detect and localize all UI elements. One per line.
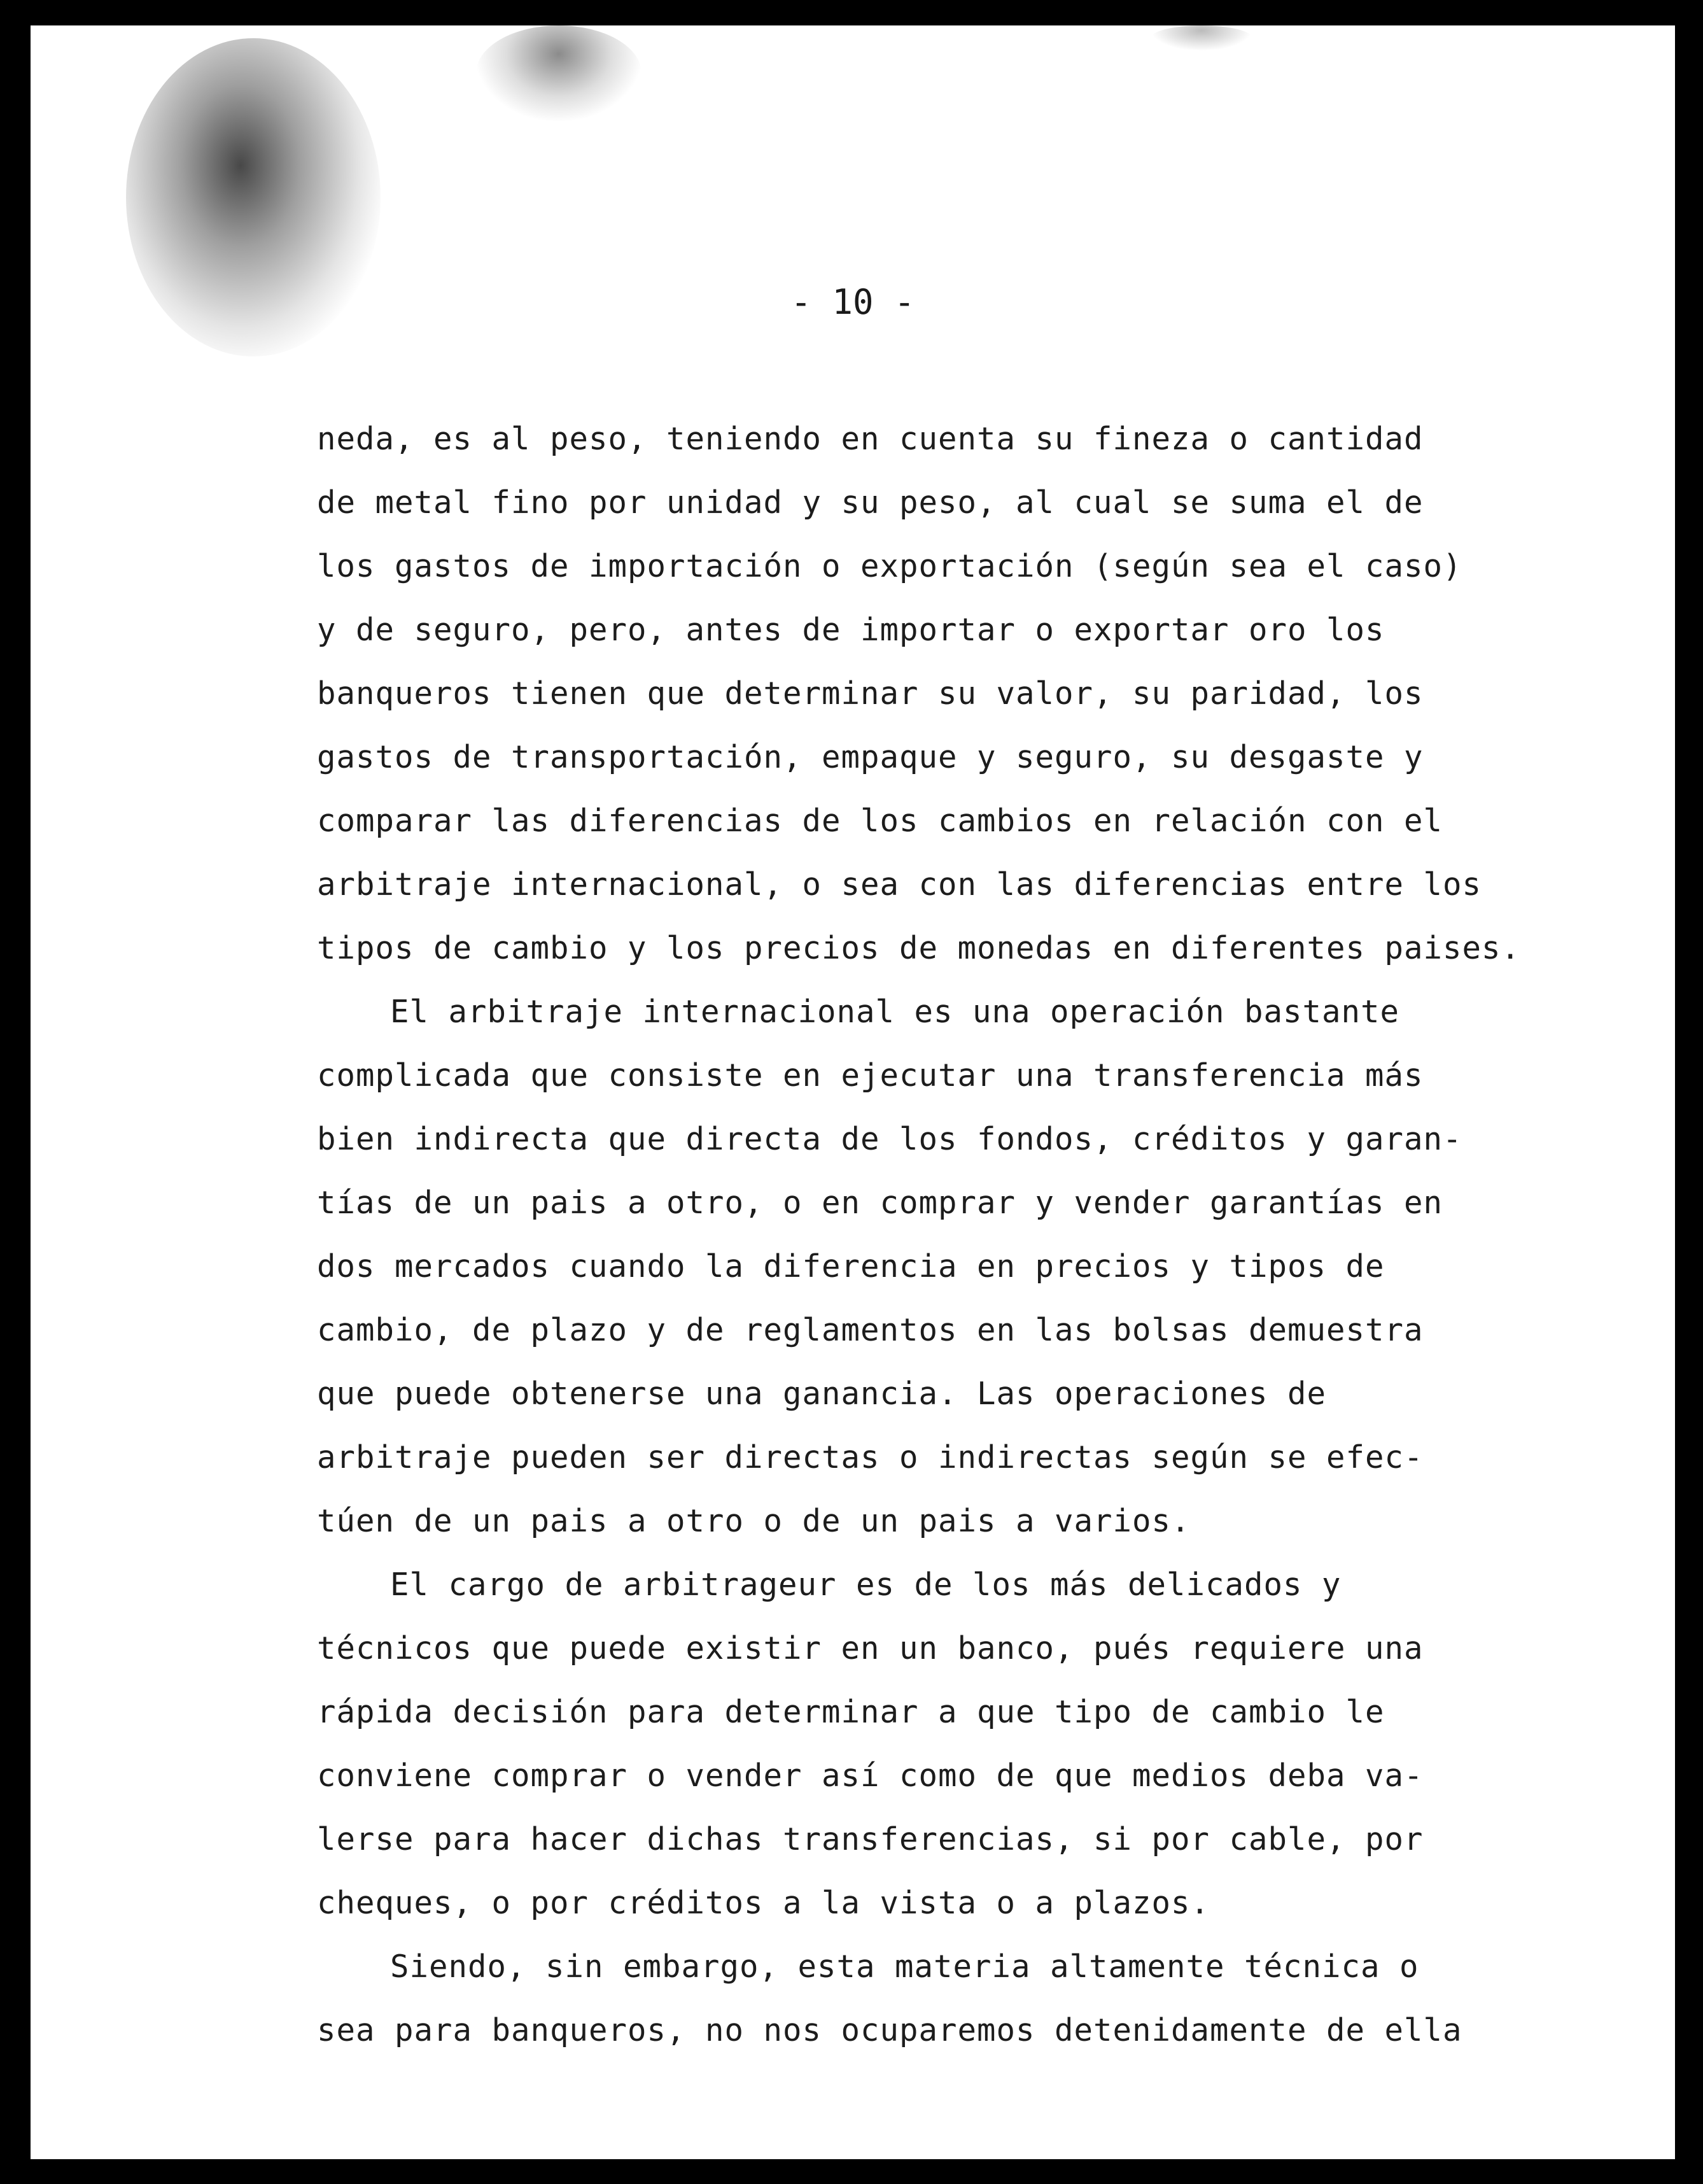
text-line: de metal fino por unidad y su peso, al cual se suma el de — [317, 484, 1424, 521]
text-line: tipos de cambio y los precios de monedas en diferentes paises. — [317, 930, 1521, 966]
page-number: - 10 - — [790, 282, 915, 322]
text-line: arbitraje internacional, o sea con las diferencias entre los — [317, 866, 1482, 903]
text-line: El cargo de arbitrageur es de los más delicados y — [390, 1567, 1342, 1603]
text-line: cambio, de plazo y de reglamentos en las bolsas demuestra — [317, 1312, 1424, 1348]
text-line: cheques, o por créditos a la vista o a plazos. — [317, 1885, 1210, 1921]
text-line: complicada que consiste en ejecutar una transferencia más — [317, 1057, 1424, 1094]
text-line: y de seguro, pero, antes de importar o exportar oro los — [317, 612, 1385, 648]
text-line: los gastos de importación o exportación (según sea el caso) — [317, 548, 1462, 584]
text-line: arbitraje pueden ser directas o indirectas según se efec- — [317, 1439, 1424, 1476]
text-line: que puede obtenerse una ganancia. Las operaciones de — [317, 1376, 1327, 1412]
text-line: tías de un pais a otro, o en comprar y vender garantías en — [317, 1185, 1443, 1221]
ink-stain — [1151, 25, 1252, 51]
text-line: lerse para hacer dichas transferencias, si por cable, por — [317, 1821, 1424, 1857]
body-text — [317, 407, 1558, 2062]
text-line: Siendo, sin embargo, esta materia altamente técnica o — [390, 1948, 1419, 1985]
text-line: dos mercados cuando la diferencia en precios y tipos de — [317, 1248, 1385, 1285]
text-line: túen de un pais a otro o de un pais a varios. — [317, 1503, 1191, 1539]
text-line: neda, es al peso, teniendo en cuenta su fineza o cantidad — [317, 421, 1424, 457]
text-line: sea para banqueros, no nos ocuparemos detenidamente de ella — [317, 2012, 1462, 2048]
ink-stain — [476, 25, 641, 121]
text-line: conviene comprar o vender así como de que medios deba va- — [317, 1758, 1424, 1794]
text-line: rápida decisión para determinar a que tipo de cambio le — [317, 1694, 1385, 1730]
text-line: comparar las diferencias de los cambios en relación con el — [317, 803, 1443, 839]
text-line: técnicos que puede existir en un banco, pués requiere una — [317, 1630, 1424, 1666]
text-line: banqueros tienen que determinar su valor, su paridad, los — [317, 675, 1424, 712]
text-line: El arbitraje internacional es una operación bastante — [390, 994, 1400, 1030]
document-page — [31, 25, 1675, 2159]
text-line: gastos de transportación, empaque y seguro, su desgaste y — [317, 739, 1424, 775]
text-line: bien indirecta que directa de los fondos, créditos y garan- — [317, 1121, 1462, 1157]
